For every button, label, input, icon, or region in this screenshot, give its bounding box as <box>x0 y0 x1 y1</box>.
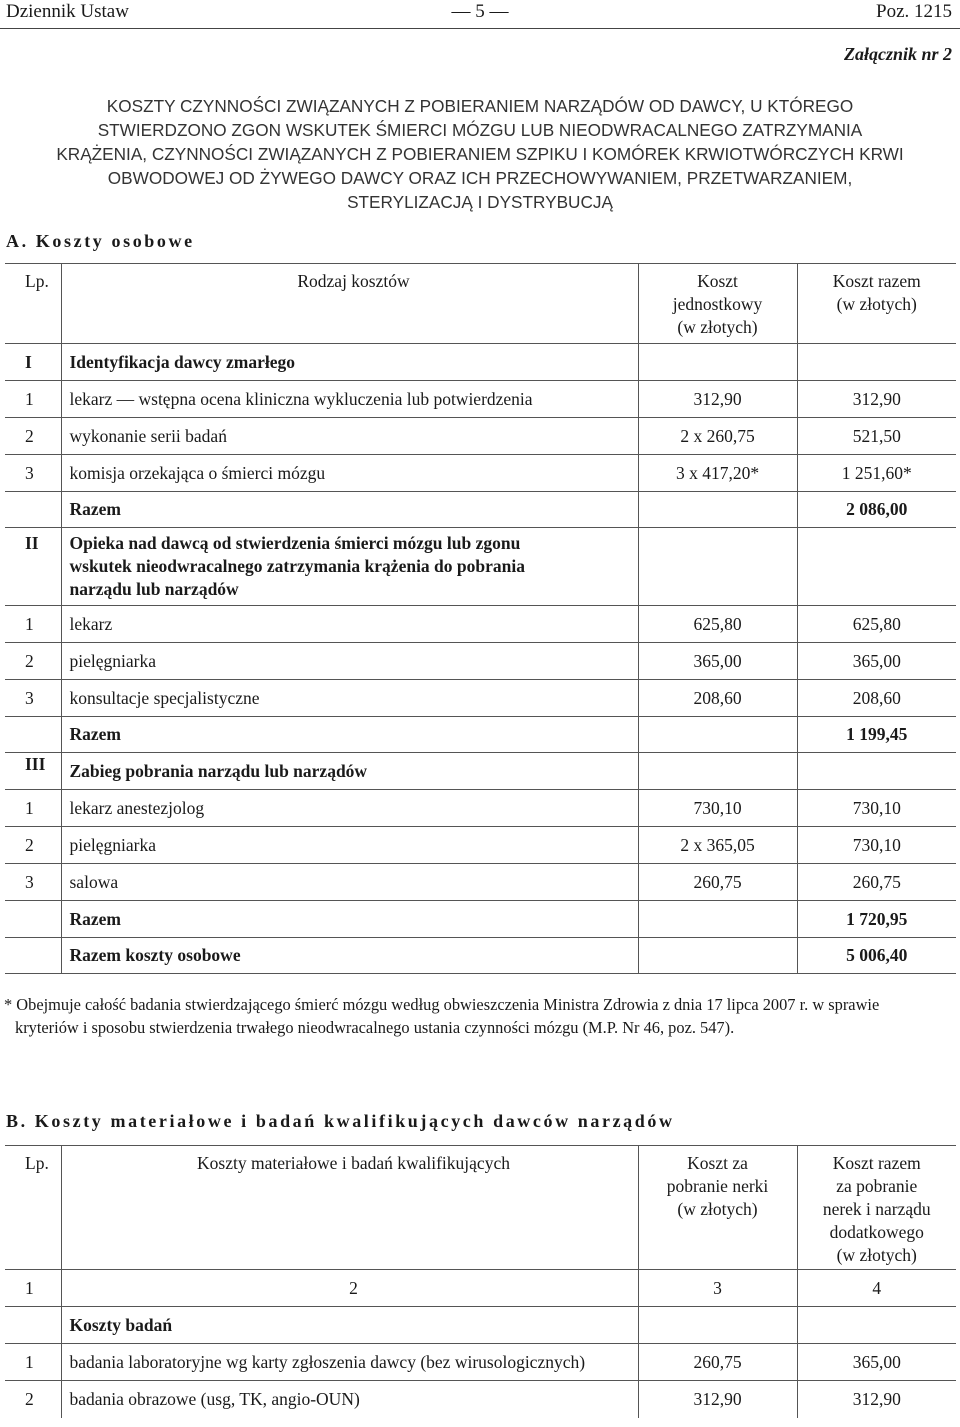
cost-type-cell: konsultacje specjalistyczne <box>61 680 638 717</box>
total-cost-cell <box>797 1307 956 1344</box>
table-row <box>5 680 956 717</box>
lp-cell <box>5 938 61 974</box>
unit-cost-cell <box>638 344 797 381</box>
total-cost-cell: 312,90 <box>852 388 901 409</box>
cost-type-cell: badania laboratoryjne wg karty zgłoszenia dawcy (bez wirusologicznych) <box>61 1344 638 1381</box>
lp-cell <box>5 901 61 938</box>
annex-label: Załącznik nr 2 <box>843 44 952 64</box>
header-line: dodatkowego <box>829 1222 924 1242</box>
personnel-costs-table <box>5 263 956 974</box>
header-line: pobranie nerki <box>666 1176 769 1196</box>
lp-cell <box>5 1307 61 1344</box>
table-row <box>5 717 956 753</box>
lp-cell: 1 <box>5 606 61 643</box>
lp-cell: 2 <box>5 1381 61 1418</box>
section-b-heading: B. Koszty materiałowe i badań kwalifikujących dawców narządów <box>6 1111 675 1131</box>
header-cost-type: Koszty materiałowe i badań kwalifikujących <box>61 1146 638 1270</box>
unit-cost-cell: 730,10 <box>638 790 797 827</box>
header-line: za pobranie <box>836 1176 918 1196</box>
total-cost-cell <box>797 344 956 381</box>
table-row <box>5 344 956 381</box>
lp-cell: 2 <box>5 643 61 680</box>
lp-cell: 2 <box>5 827 61 864</box>
lp-cell: 1 <box>5 1344 61 1381</box>
table-row <box>5 528 956 606</box>
total-cost-cell: 2 086,00 <box>846 499 908 519</box>
page-number: — 5 — <box>451 1 509 22</box>
header-line: nerek i narządu <box>822 1199 931 1219</box>
section-a-heading: A. Koszty osobowe <box>6 231 195 251</box>
header-line: jednostkowy <box>672 294 763 314</box>
unit-cost-cell: 260,75 <box>638 864 797 901</box>
unit-cost-cell: 2 x 365,05 <box>638 827 797 864</box>
header-unit-cost <box>638 264 797 344</box>
material-costs-table <box>5 1145 956 1418</box>
lp-cell: III <box>5 753 61 790</box>
header-total-cost <box>797 1146 956 1270</box>
table-row <box>5 753 956 790</box>
cost-type-cell: lekarz — wstępna ocena kliniczna wykluczenia lub potwierdzenia <box>61 381 638 418</box>
total-cost-cell: 365,00 <box>852 1351 901 1372</box>
cost-type-cell: komisja orzekająca o śmierci mózgu <box>61 455 638 492</box>
lp-cell: II <box>5 528 61 606</box>
unit-cost-cell: 625,80 <box>638 606 797 643</box>
lp-cell <box>5 717 61 753</box>
table-row <box>5 827 956 864</box>
cost-type-cell: badania obrazowe (usg, TK, angio-OUN) <box>61 1381 638 1418</box>
cost-type-cell: Koszty badań <box>61 1307 638 1344</box>
unit-cost-cell <box>638 901 797 938</box>
document-title <box>0 94 960 214</box>
header-line: (w złotych) <box>836 294 917 314</box>
cost-type-cell: salowa <box>61 864 638 901</box>
column-number: 4 <box>872 1277 882 1298</box>
table-row <box>5 864 956 901</box>
table-row <box>5 901 956 938</box>
cost-type-cell: Identyfikacja dawcy zmarłego <box>61 344 638 381</box>
lp-cell: 2 <box>5 418 61 455</box>
title-line: OBWODOWEJ OD ŻYWEGO DAWCY ORAZ ICH PRZECHOWYWANIEM, PRZETWARZANIEM, <box>107 168 853 188</box>
position-number: Poz. 1215 <box>876 1 952 22</box>
total-cost-cell: 1 251,60* <box>841 462 912 483</box>
unit-cost-cell <box>638 753 797 790</box>
total-cost-cell: 260,75 <box>852 871 901 892</box>
lp-cell: 3 <box>5 864 61 901</box>
unit-cost-cell: 208,60 <box>638 680 797 717</box>
header-kidney-cost <box>638 1146 797 1270</box>
footnote-line: * Obejmuje całość badania stwierdzającego śmierć mózgu według obwieszczenia Ministra Zdrowia z dnia 17 lipca 2007 r. w sprawie <box>4 995 880 1014</box>
table-row <box>5 1344 956 1381</box>
total-cost-cell <box>797 528 956 606</box>
lp-cell: 3 <box>5 455 61 492</box>
table-header-row <box>5 264 956 344</box>
table-row <box>5 1307 956 1344</box>
header-line: Koszt razem <box>832 271 921 291</box>
total-cost-cell: 730,10 <box>852 797 901 818</box>
footnote-line: kryteriów i sposobu stwierdzenia trwałego nieodwracalnego ustania czynności mózgu (M.P. Nr 46, poz. 547). <box>15 1018 735 1037</box>
cost-type-cell: wykonanie serii badań <box>61 418 638 455</box>
header-cost-type: Rodzaj kosztów <box>61 264 638 344</box>
header-line: (w złotych) <box>836 1245 917 1265</box>
footnote <box>4 993 956 1039</box>
total-cost-cell <box>797 753 956 790</box>
unit-cost-cell: 312,90 <box>638 381 797 418</box>
cost-type-cell: pielęgniarka <box>61 643 638 680</box>
cost-type-cell: Opieka nad dawcą od stwierdzenia śmierci mózgu lub zgonu wskutek nieodwracalnego zatrzymania krążenia do pobrania narządu lub narządów <box>61 528 638 606</box>
header-line: Koszt za <box>687 1153 748 1173</box>
lp-cell <box>5 492 61 528</box>
unit-cost-cell <box>638 492 797 528</box>
cost-type-cell: Zabieg pobrania narządu lub narządów <box>61 753 638 790</box>
table-header-row <box>5 1146 956 1270</box>
header-total-cost <box>797 264 956 344</box>
unit-cost-cell: 365,00 <box>638 643 797 680</box>
title-line: KOSZTY CZYNNOŚCI ZWIĄZANYCH Z POBIERANIEM NARZĄDÓW OD DAWCY, U KTÓREGO <box>106 96 854 116</box>
table-row <box>5 938 956 974</box>
cost-type-cell: lekarz <box>61 606 638 643</box>
lp-cell: 1 <box>5 381 61 418</box>
page-header <box>0 0 960 28</box>
total-cost-cell: 365,00 <box>852 650 901 671</box>
unit-cost-cell <box>638 528 797 606</box>
title-line: KRĄŻENIA, CZYNNOŚCI ZWIĄZANYCH Z POBIERANIEM SZPIKU I KOMÓREK KRWIOTWÓRCZYCH KRWI <box>56 144 904 164</box>
cost-type-cell: Razem <box>61 901 638 938</box>
table-row <box>5 418 956 455</box>
cost-type-cell: Razem <box>61 717 638 753</box>
table-row <box>5 381 956 418</box>
total-cost-cell: 5 006,40 <box>846 945 908 965</box>
cost-type-cell: lekarz anestezjolog <box>61 790 638 827</box>
total-cost-cell: 1 199,45 <box>846 724 908 744</box>
table-row <box>5 492 956 528</box>
lp-cell: I <box>5 344 61 381</box>
table-row <box>5 790 956 827</box>
table-row <box>5 1381 956 1418</box>
lp-cell: 1 <box>5 790 61 827</box>
unit-cost-cell: 3 x 417,20* <box>638 455 797 492</box>
header-line: Koszt razem <box>832 1153 921 1173</box>
kidney-cost-cell: 312,90 <box>638 1381 797 1418</box>
cost-type-cell: Razem koszty osobowe <box>61 938 638 974</box>
header-line: (w złotych) <box>677 317 758 337</box>
header-rule <box>0 28 960 29</box>
kidney-cost-cell <box>638 1307 797 1344</box>
cost-type-cell: Razem <box>61 492 638 528</box>
header-lp: Lp. <box>5 1146 61 1270</box>
total-cost-cell: 1 720,95 <box>846 908 908 929</box>
table-row <box>5 455 956 492</box>
journal-name: Dziennik Ustaw <box>6 1 129 22</box>
lp-cell: 3 <box>5 680 61 717</box>
total-cost-cell: 730,10 <box>852 834 901 855</box>
unit-cost-cell: 2 x 260,75 <box>638 418 797 455</box>
unit-cost-cell <box>638 717 797 753</box>
title-line: STWIERDZONO ZGON WSKUTEK ŚMIERCI MÓZGU LUB NIEODWRACALNEGO ZATRZYMANIA <box>97 120 863 140</box>
header-line: (w złotych) <box>677 1199 758 1219</box>
header-line: Koszt <box>697 271 738 291</box>
column-number: 3 <box>638 1270 797 1307</box>
total-cost-cell: 312,90 <box>852 1388 901 1409</box>
total-cost-cell: 208,60 <box>852 687 901 708</box>
table-row <box>5 606 956 643</box>
title-line: STERYLIZACJĄ I DYSTRYBUCJĄ <box>347 192 613 212</box>
total-cost-cell: 521,50 <box>852 425 901 446</box>
column-number-row <box>5 1270 956 1307</box>
header-lp: Lp. <box>5 264 61 344</box>
cost-type-cell: pielęgniarka <box>61 827 638 864</box>
column-number: 1 <box>5 1270 61 1307</box>
column-number: 2 <box>61 1270 638 1307</box>
unit-cost-cell <box>638 938 797 974</box>
table-row <box>5 643 956 680</box>
kidney-cost-cell: 260,75 <box>638 1344 797 1381</box>
total-cost-cell: 625,80 <box>852 613 901 634</box>
